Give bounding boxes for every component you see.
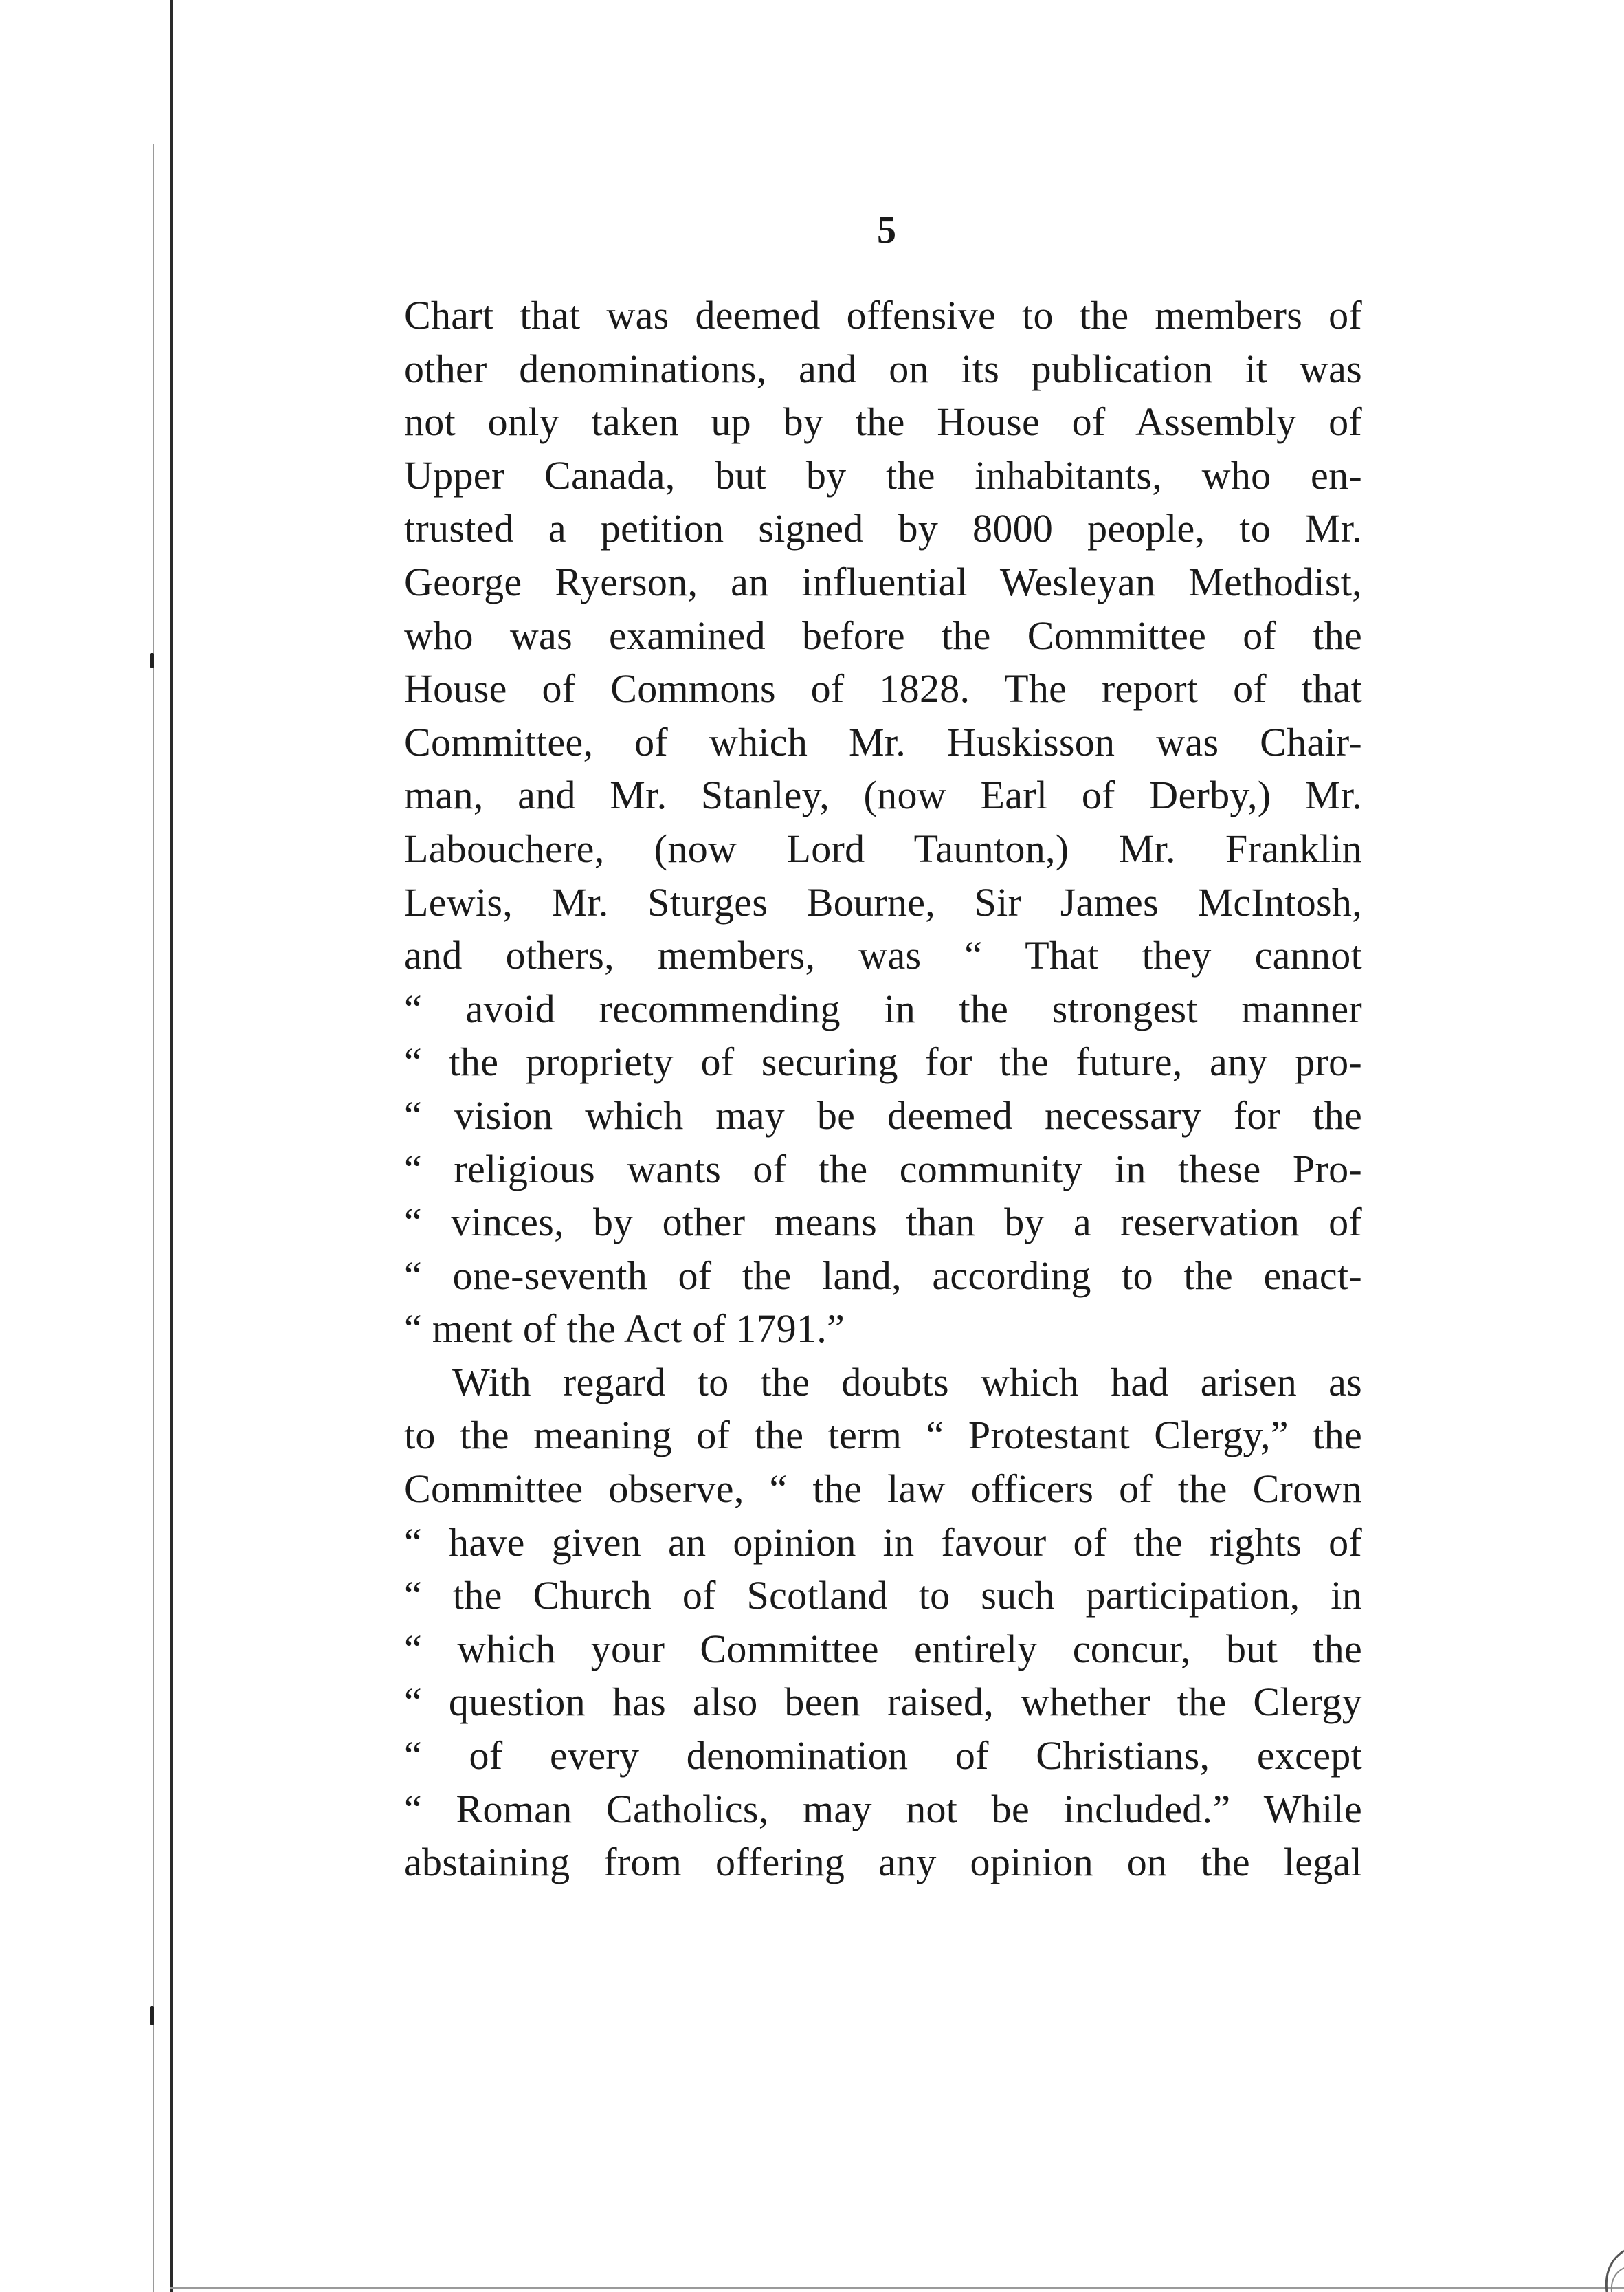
binding-mark — [150, 2006, 154, 2025]
page-corner-curl-icon — [1569, 2237, 1624, 2292]
text-line: “ one-seventh of the land, according to the enact- — [404, 1253, 1362, 1298]
text-line: “ which your Committee entirely concur, but the — [404, 1626, 1362, 1671]
text-line: man, and Mr. Stanley, (now Earl of Derby,) Mr. — [404, 773, 1362, 818]
text-line: “ have given an opinion in favour of the rights of — [404, 1519, 1362, 1565]
body-text — [404, 289, 1362, 1889]
text-line: Labouchere, (now Lord Taunton,) Mr. Franklin — [404, 826, 1362, 871]
text-line: to the meaning of the term “ Protestant Clergy,” the — [404, 1413, 1362, 1458]
text-line: trusted a petition signed by 8000 people, to Mr. — [404, 506, 1362, 551]
page-number: 5 — [877, 209, 896, 252]
text-line: abstaining from offering any opinion on the legal — [404, 1840, 1362, 1885]
text-line: “ of every denomination of Christians, except — [404, 1733, 1362, 1778]
binding-shadow-line — [153, 144, 154, 2292]
text-line: “ avoid recommending in the strongest manner — [404, 986, 1362, 1031]
text-line: House of Commons of 1828. The report of that — [404, 666, 1362, 712]
text-line: Chart that was deemed offensive to the members of — [404, 293, 1362, 338]
text-line: and others, members, was “ That they cannot — [404, 933, 1362, 978]
text-line: George Ryerson, an influential Wesleyan Methodist, — [404, 559, 1362, 604]
text-line: “ the propriety of securing for the future, any pro- — [404, 1039, 1362, 1085]
text-line: Upper Canada, but by the inhabitants, who en- — [404, 452, 1362, 498]
text-line: Lewis, Mr. Sturges Bourne, Sir James McIntosh, — [404, 879, 1362, 925]
text-line: “ religious wants of the community in these Pro- — [404, 1146, 1362, 1191]
text-line: “ the Church of Scotland to such participation, in — [404, 1573, 1362, 1618]
text-line: Committee observe, “ the law officers of the Crown — [404, 1466, 1362, 1512]
text-line: “ vision which may be deemed necessary for the — [404, 1092, 1362, 1138]
text-line: other denominations, and on its publication it was — [404, 346, 1362, 391]
text-line: who was examined before the Committee of the — [404, 613, 1362, 658]
bottom-edge-rule — [170, 2287, 1624, 2289]
text-line: not only taken up by the House of Assembly of — [404, 399, 1362, 445]
text-line: Committee, of which Mr. Huskisson was Chair- — [404, 719, 1362, 764]
text-line: “ Roman Catholics, may not be included.” While — [404, 1786, 1362, 1831]
paragraph-first-line: With regard to the doubts which had arisen as — [452, 1359, 1362, 1404]
binding-mark — [150, 653, 154, 668]
binding-rule — [170, 0, 173, 2292]
text-line: “ vinces, by other means than by a reservation of — [404, 1200, 1362, 1245]
text-line: “ question has also been raised, whether the Clergy — [404, 1679, 1362, 1725]
text-line: “ ment of the Act of 1791.” — [404, 1306, 845, 1352]
